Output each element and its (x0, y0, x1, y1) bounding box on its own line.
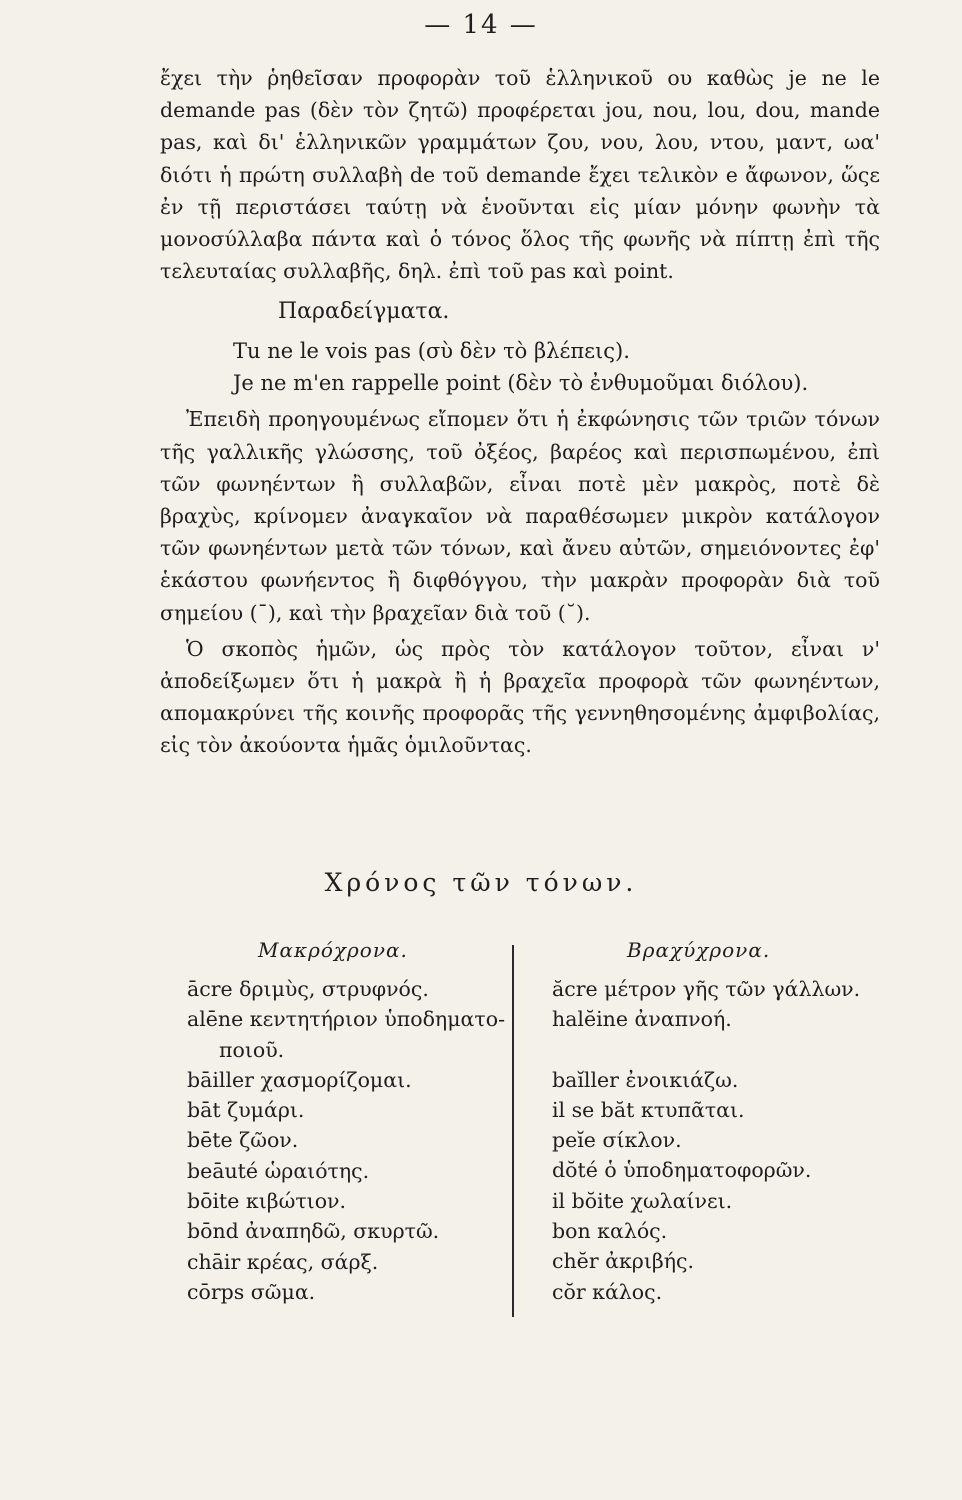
short-entry: cŏr κάλος. (552, 1279, 663, 1304)
paragraph-purpose: Ὁ σκοπὸς ἡμῶν, ὡς πρὸς τὸν κατάλογον τοῦτον, εἶναι ν' ἀποδείξωμεν ὅτι ἡ μακρὰ ἢ ἡ βραχεῖα προφορὰ τῶν φωνηέντων, απομακρύνει τῆς κοινῆς προφορᾶς τῆς γεννηθησομένης ἀμφιβολίας, εἰς τὸν ἀκούοντα ἡμᾶς ὁμιλοῦντας. (160, 636, 880, 758)
long-entry: beāuté ὡραιότης. (187, 1158, 370, 1183)
examples-heading: Παραδείγματα. (278, 299, 450, 325)
short-entry: dŏté ὁ ὑποδηματοφορῶν. (552, 1158, 812, 1183)
long-entry: alēne κεντητήριον ὑποδηματο- (187, 1007, 505, 1032)
short-vowels-header: Βραχύχρονα. (627, 938, 771, 962)
body-text (160, 62, 880, 762)
long-entry: bēte ζῶον. (187, 1128, 299, 1153)
example-1: Tu ne le vois pas (σὺ δὲν τὸ βλέπεις). (233, 339, 630, 364)
long-entry: cōrps σῶμα. (187, 1279, 316, 1304)
short-entry: halĕine ἀναπνοή. (552, 1007, 732, 1032)
long-vowels-column (187, 974, 505, 1307)
long-entry: bōite κιβώτιον. (187, 1189, 347, 1214)
long-entry: ācre δριμὺς, στρυφνός. (187, 977, 429, 1001)
page-number: — 14 — (424, 10, 538, 40)
long-entry: bāiller χασμορίζομαι. (187, 1067, 412, 1092)
short-entry-blank (552, 1035, 912, 1065)
paragraph-intro: ἔχει τὴν ῥηθεῖσαν προφορὰν τοῦ ἑλληνικοῦ ου καθὼς je ne le demande pas (δὲν τὸν ζητῶ) προφέρεται jou, nou, lou, dou, mande pas, καὶ δι' ἑλληνικῶν γραμμάτων ζου, νου, λου, ντου, μαντ, ωα' διότι ἡ πρώτη συλλαβὴ de τοῦ demande ἔχει τελικὸν e ἄφωνον, ὥςε ἐν τῇ περιστάσει ταύτῃ νὰ ἑνοῦνται εἰς μίαν μόνην φωνὴν τὰ μονοσύλλαβα πάντα καὶ ὁ τόνος ὅλος τῆς φωνῆς νὰ πίπτῃ ἐπὶ τῆς τελευταίας συλλαβῆς, δηλ. ἐπὶ τοῦ pas καὶ point. (160, 66, 880, 284)
short-entry: baĭller ἐνοικιάζω. (552, 1067, 739, 1092)
short-entry: il bŏite χωλαίνει. (552, 1188, 733, 1213)
table-title: Χρόνος τῶν τόνων. (324, 868, 638, 897)
long-entry-continuation: ποιοῦ. (219, 1037, 285, 1062)
paragraph-accents: Ἐπειδὴ προηγουμένως εἴπομεν ὅτι ἡ ἐκφώνησις τῶν τριῶν τόνων τῆς γαλλικῆς γλώσσης, τοῦ ὀξέος, βαρέος καὶ περισπωμένου, ἐπὶ τῶν φωνηέντων ἢ συλλαβῶν, εἶναι ποτὲ μὲν μακρὸς, ποτὲ δὲ βραχὺς, κρίνομεν ἀναγκαῖον νὰ παραθέσωμεν μικρὸν κατάλογον τῶν φωνηέντων μετὰ τῶν τόνων, καὶ ἄνευ αὐτῶν, σημειόνοντες ἐφ' ἑκάστου φωνήεντος ἢ διφθόγγου, τὴν μακρὰν προφορὰν διὰ τοῦ σημείου (¯), καὶ τὴν βραχεῖαν διὰ τοῦ (˘). (160, 407, 880, 625)
short-vowels-column (552, 974, 912, 1307)
short-entry: bon καλός. (552, 1219, 668, 1244)
long-entry: chāir κρέας, σάρξ. (187, 1249, 379, 1274)
column-divider (512, 945, 514, 1317)
short-entry: il se băt κτυπᾶται. (552, 1097, 745, 1122)
short-entry: chĕr ἀκριβής. (552, 1249, 695, 1274)
short-entry: ăcre μέτρον γῆς τῶν γάλλων. (552, 977, 861, 1001)
short-entry: peĭe σίκλον. (552, 1128, 682, 1153)
long-entry: bāt ζυμάρι. (187, 1098, 305, 1123)
example-2: Je ne m'en rappelle point (δὲν τὸ ἐνθυμοῦμαι διόλου). (233, 371, 809, 396)
long-vowels-header: Μακρόχρονα. (258, 938, 408, 962)
long-entry: bōnd ἀναπηδῶ, σκυρτῶ. (187, 1219, 440, 1244)
